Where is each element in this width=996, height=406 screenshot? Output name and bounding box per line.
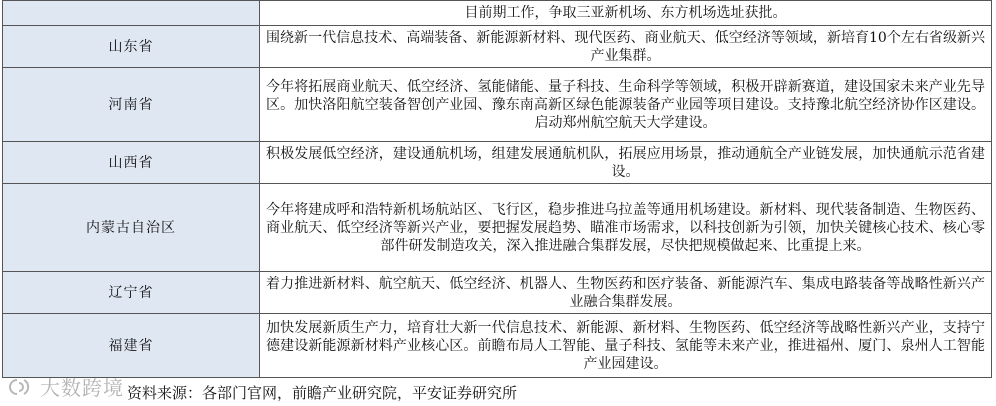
content-cell: 今年将拓展商业航天、低空经济、氢能储能、量子科技、生命科学等领域，积极开辟新赛道，建设国家未来产业先导区。加快洛阳航空装备智创产业园、豫东南高新区绿色能源装备产业园等项目建设。支持豫北航空经济协作区建设。启动郑州航空航天大学建设。 — [260, 68, 992, 142]
region-cell: 山东省 — [3, 26, 260, 68]
table-row — [3, 68, 992, 142]
table-row — [3, 142, 992, 184]
content-cell: 加快发展新质生产力，培育壮大新一代信息技术、新能源、新材料、生物医药、低空经济等战略性新兴产业，支持宁德建设新能源新材料产业核心区。前瞻布局人工智能、量子科技、氢能等未来产业，推进福州、厦门、泉州人工智能产业园建设。 — [260, 314, 992, 378]
region-cell: 山西省 — [3, 142, 260, 184]
watermark-text: 大数跨境 — [40, 376, 124, 400]
source-note: 资料来源：各部门官网，前瞻产业研究院，平安证券研究所 — [127, 384, 518, 402]
content-cell: 积极发展低空经济，建设通航机场，组建发展通航机队，拓展应用场景，推动通航全产业链发展，加快通航示范省建设。 — [260, 142, 992, 184]
content-cell: 今年将建成呼和浩特新机场航站区、飞行区，稳步推进乌拉盖等通用机场建设。新材料、现代装备制造、生物医药、商业航天、低空经济等新兴产业，要把握发展趋势、瞄准市场需求，以科技创新为引领，加快关键核心技术、核心零部件研发制造攻关，深入推进融合集群发展，尽快把规模做起来、比重提上来。 — [260, 184, 992, 272]
table-row — [3, 26, 992, 68]
table-row — [3, 314, 992, 378]
content-cell: 围绕新一代信息技术、高端装备、新能源新材料、现代医药、商业航天、低空经济等领域，新培育10个左右省级新兴产业集群。 — [260, 26, 992, 68]
table-row — [3, 1, 992, 26]
content-cell: 目前期工作，争取三亚新机场、东方机场选址获批。 — [260, 1, 992, 26]
region-cell: 辽宁省 — [3, 272, 260, 314]
region-cell — [3, 1, 260, 26]
table-row — [3, 272, 992, 314]
table-row — [3, 184, 992, 272]
content-cell: 着力推进新材料、航空航天、低空经济、机器人、生物医药和医疗装备、新能源汽车、集成电路装备等战略性新兴产业融合集群发展。 — [260, 272, 992, 314]
region-cell: 河南省 — [3, 68, 260, 142]
watermark — [6, 372, 124, 401]
sound-wave-logo-icon — [6, 376, 36, 398]
region-cell: 福建省 — [3, 314, 260, 378]
policy-table — [2, 0, 992, 378]
region-cell: 内蒙古自治区 — [3, 184, 260, 272]
